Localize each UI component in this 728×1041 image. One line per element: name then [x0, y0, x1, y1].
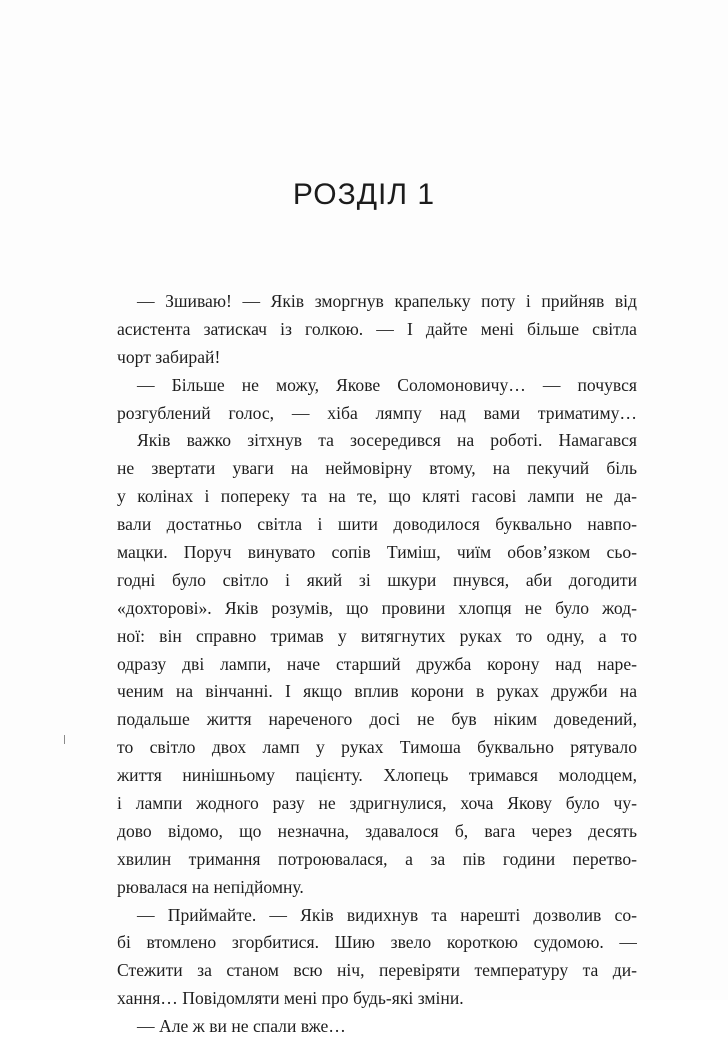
text-line: — Приймайте. — Яків видихнув та нарешті дозволив со- [137, 904, 637, 925]
text-line: подальше життя нареченого досі не був ніким доведений, [117, 709, 637, 730]
text-line: життя нинішньому пацієнту. Хлопець тримався молодцем, [117, 765, 637, 786]
text-line: мацки. Поруч винувато сопів Тиміш, чиїм обов’язком сьо- [117, 542, 637, 563]
text-line: не звертати уваги на неймовірну втому, на пекучий біль [117, 458, 637, 479]
text-line: дово відомо, що незначна, здавалося б, вага через десять [117, 820, 637, 841]
text-line: ної: він справно тримав у витягнутих руках то одну, а то [117, 625, 637, 646]
chapter-title: РОЗДІЛ 1 [292, 178, 436, 211]
text-line: Стежити за станом всю ніч, перевіряти температуру та ди- [117, 960, 637, 981]
text-line: хвилин тримання потроювалася, а за пів години перетво- [117, 848, 637, 869]
text-line: ченим на вінчанні. І якщо вплив корони в руках дружби на [117, 681, 637, 702]
text-line: розгублений голос, — хіба лямпу над вами триматиму… [117, 402, 637, 423]
text-line: у колінах і попереку та на те, що кляті гасові лампи не да- [117, 486, 637, 507]
text-line: — Більше не можу, Якове Соломоновичу… — почувся [137, 374, 637, 395]
text-line: хання… Повідомляти мені про будь-які зміни. [117, 988, 464, 1009]
text-line: одразу дві лампи, наче старший дружба корону над наре- [117, 653, 637, 674]
text-line: то світло двох ламп у руках Тимоша буквально рятувало [117, 737, 637, 758]
text-line: чорт забирай! [117, 346, 221, 367]
text-line: «дохторові». Яків розумів, що провини хлопця не було жод- [117, 597, 637, 618]
text-line: — Але ж ви не спали вже… [137, 1016, 346, 1037]
text-line: вали достатньо світла і шити доводилося буквально навпо- [117, 514, 637, 535]
text-line: — Зшиваю! — Яків зморгнув крапельку поту і прийняв від [137, 291, 637, 311]
text-line: асистента затискач із голкою. — І дайте мені більше світла [117, 318, 637, 339]
text-line: бі втомлено згорбитися. Шию звело короткою судомою. — [117, 932, 637, 953]
chapter-text [117, 288, 637, 1041]
text-line: Яків важко зітхнув та зосередився на роботі. Намагався [137, 430, 637, 451]
text-line: і лампи жодного разу не здригнулися, хоча Якову було чу- [117, 793, 637, 814]
margin-mark [64, 735, 65, 744]
text-line: годні було світло і який зі шкури пнувся, аби догодити [117, 569, 637, 590]
text-line: рювалася на непідйомну. [117, 876, 304, 897]
